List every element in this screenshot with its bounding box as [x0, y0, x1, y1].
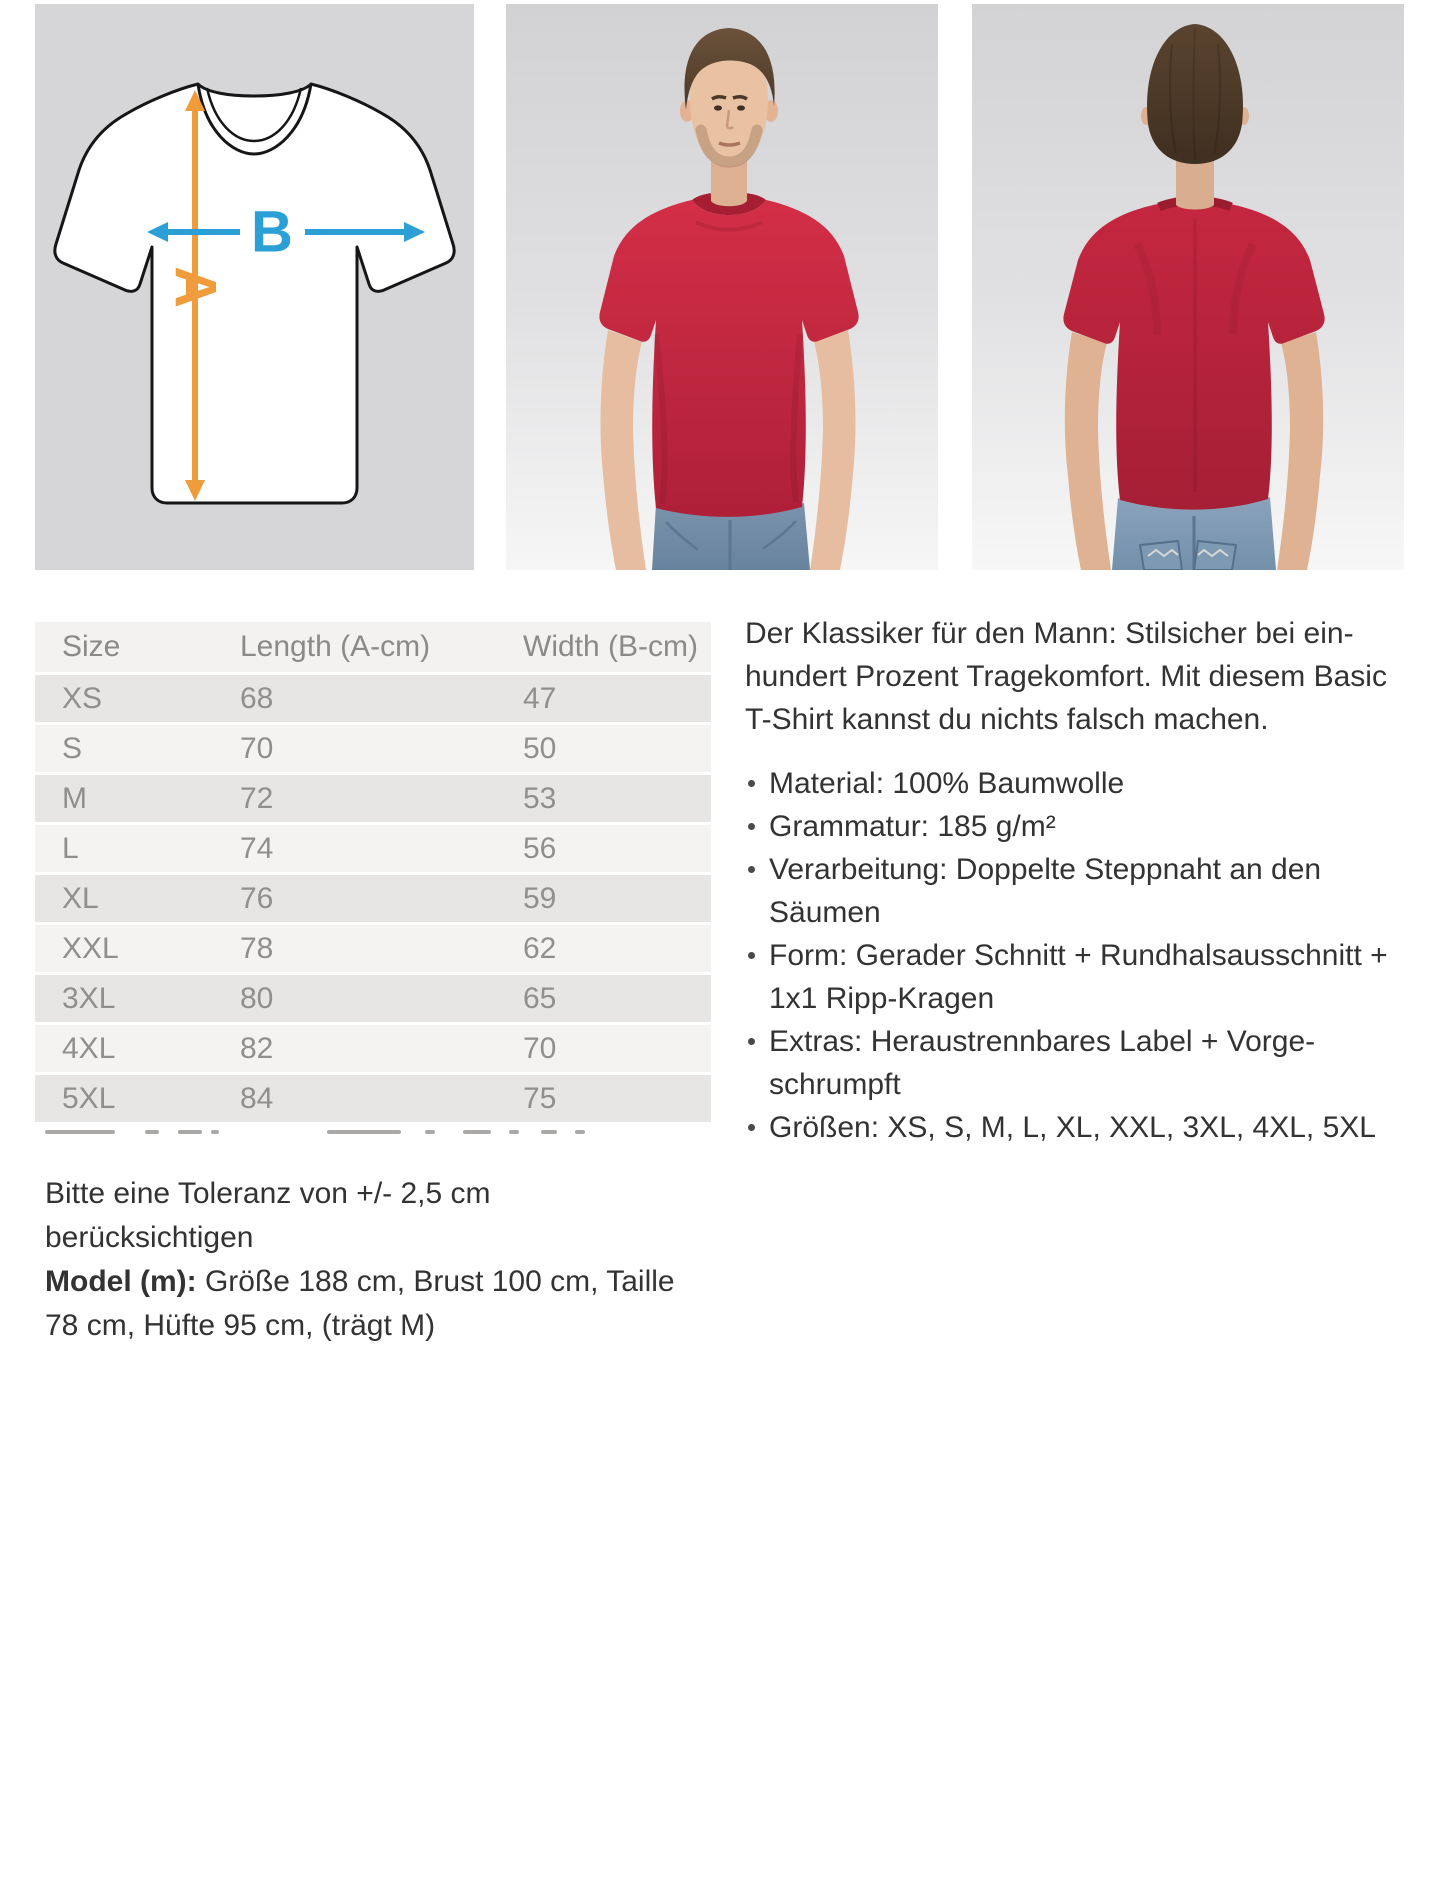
description-intro: Der Klassiker für den Mann: Stilsicher bei einhundert Prozent Tragekomfort. Mit diesem Basic T-Shirt kannst du nichts falsch machen. — [745, 617, 1387, 736]
size-table-header — [35, 622, 711, 672]
cell-size: XL — [62, 882, 99, 915]
model-info-line1 — [45, 1260, 685, 1304]
cell-length: 72 — [240, 782, 274, 815]
cell-size: L — [62, 832, 79, 865]
feature-list — [745, 762, 1413, 1149]
table-row — [35, 775, 711, 822]
measurement-notes — [45, 1172, 685, 1348]
size-table — [35, 622, 711, 1139]
cell-size: M — [62, 782, 87, 815]
table-row — [35, 925, 711, 972]
cell-length: 80 — [240, 982, 274, 1015]
model-front-illustration — [506, 4, 938, 570]
cell-size: XS — [62, 682, 103, 715]
cell-size: 3XL — [62, 982, 116, 1015]
cell-width: 56 — [523, 832, 557, 865]
cell-size: 4XL — [62, 1032, 116, 1065]
model-info-part1: Größe 188 cm, Brust 100 cm, Taille — [196, 1265, 675, 1298]
cell-length: 84 — [240, 1082, 274, 1115]
eye-right — [737, 105, 745, 110]
model-back-photo — [972, 4, 1404, 570]
table-row — [35, 875, 711, 922]
arrow-b-label: B — [251, 199, 293, 265]
cell-length: 70 — [240, 732, 274, 765]
table-cutoff-row — [35, 1125, 711, 1139]
tshirt-measure-diagram — [35, 4, 474, 570]
col-header-width: Width (B-cm) — [523, 630, 698, 663]
model-back-illustration — [972, 4, 1404, 570]
feature-material: Material: 100% Baumwolle — [745, 762, 1413, 805]
cell-width: 62 — [523, 932, 557, 965]
feature-verarbeitung: Verarbeitung: Doppelte Steppnaht an den Säumen — [745, 848, 1413, 934]
cell-length: 74 — [240, 832, 274, 865]
feature-grammatur: Grammatur: 185 g/m² — [745, 805, 1413, 848]
back-pocket-right — [1194, 541, 1236, 570]
cell-width: 47 — [523, 682, 557, 715]
feature-form: Form: Gerader Schnitt + Rundhalsausschnitt + 1x1 Ripp-Kragen — [745, 934, 1413, 1020]
model-info-line2: 78 cm, Hüfte 95 cm, (trägt M) — [45, 1309, 436, 1342]
cell-size: S — [62, 732, 83, 765]
cell-width: 70 — [523, 1032, 557, 1065]
cell-length: 82 — [240, 1032, 274, 1065]
cell-size: XXL — [62, 932, 119, 965]
eye-left — [714, 105, 722, 110]
cell-length: 68 — [240, 682, 274, 715]
table-row — [35, 725, 711, 772]
feature-groessen: Größen: XS, S, M, L, XL, XXL, 3XL, 4XL, 5XL — [745, 1106, 1413, 1149]
arrow-a-label: A — [162, 266, 228, 308]
cell-length: 76 — [240, 882, 274, 915]
cell-width: 65 — [523, 982, 557, 1015]
cell-width: 53 — [523, 782, 557, 815]
back-pocket-left — [1140, 541, 1182, 570]
tolerance-note: Bitte eine Toleranz von +/- 2,5 cm berücksichtigen — [45, 1177, 491, 1254]
table-row — [35, 1075, 711, 1122]
col-header-size: Size — [62, 630, 121, 663]
cell-width: 59 — [523, 882, 557, 915]
model-label: Model (m): — [45, 1265, 197, 1298]
size-diagram-image — [35, 4, 474, 570]
product-description — [745, 612, 1413, 1149]
table-row — [35, 825, 711, 872]
cell-length: 78 — [240, 932, 274, 965]
feature-extras: Extras: Heraustrennbares Label + Vorgeschrumpft — [745, 1020, 1413, 1106]
cell-size: 5XL — [62, 1082, 116, 1115]
table-row — [35, 1025, 711, 1072]
cell-width: 75 — [523, 1082, 557, 1115]
cell-width: 50 — [523, 732, 557, 765]
table-row — [35, 675, 711, 722]
mouth — [719, 143, 740, 145]
model-front-photo — [506, 4, 938, 570]
table-row — [35, 975, 711, 1022]
col-header-length: Length (A-cm) — [240, 630, 431, 663]
